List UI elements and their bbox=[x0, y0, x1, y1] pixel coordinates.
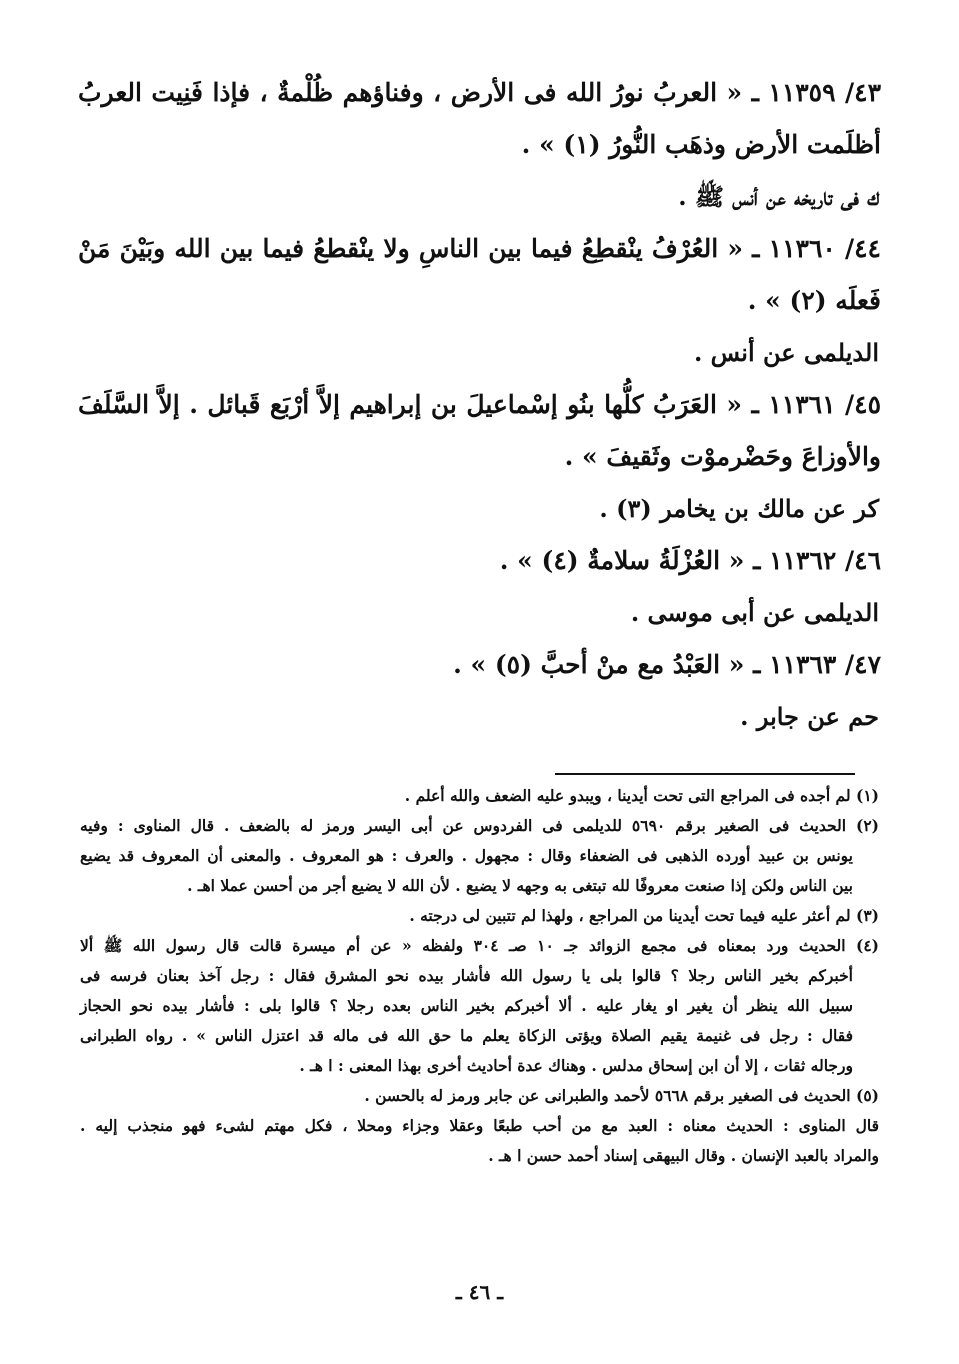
footnote-separator bbox=[555, 773, 855, 775]
entry-44-line-2: فَعلَه (٢) » . bbox=[747, 286, 881, 315]
entry-43-line-2: أظلَمت الأرض وذهَب النُّورُ (١) » . bbox=[521, 130, 881, 159]
footnote-2-line-1: (٢) الحديث فى الصغير برقم ٥٦٩٠ للديلمى فى الفردوس عن أبى اليسر ورمز له بالضعف . قال المناوى : وفيه bbox=[80, 816, 879, 835]
entry-47-line-1: ٤٧/ ١١٣٦٣ ـ « العَبْدُ مع منْ أحبَّ (٥) » . bbox=[453, 650, 881, 679]
entry-45-line-1: ٤٥/ ١١٣٦١ ـ « العَرَبُ كلُّها بنُو إسْماعيلَ بن إبراهيم إلاَّ أرْبَع قَبائل . إلاَّ السَّلَفَ bbox=[78, 390, 881, 419]
footnote-1: (١) لم أجده فى المراجع التى تحت أيدينا ، ويبدو عليه الضعف والله أعلم . bbox=[404, 786, 879, 805]
entry-47-source: حم عن جابر . bbox=[740, 702, 879, 731]
entry-46-source: الديلمى عن أبى موسى . bbox=[630, 598, 879, 627]
entry-44-line-1: ٤٤/ ١١٣٦٠ ـ « العُرْفُ ينْقطِعُ فيما بين الناسِ ولا ينْقطعُ فيما بين الله وبَيْنَ مَنْ bbox=[78, 234, 881, 263]
footnote-5-line-3: والمراد بالعبد الإنسان . وقال البيهقى إسناد أحمد حسن ا هـ . bbox=[488, 1146, 879, 1165]
hadith-entries bbox=[78, 78, 881, 754]
entry-45-source: كر عن مالك بن يخامر (٣) . bbox=[599, 494, 879, 523]
footnote-4-line-3: سبيل الله ينظر أن يغير او يغار عليه . ألا أخبركم بخير الناس بعده رجلا ؟ قالوا بلى : فأشار بيده نحو الحجاز bbox=[80, 996, 853, 1015]
footnote-5-line-1: (٥) الحديث فى الصغير برقم ٥٦٦٨ لأحمد والطبرانى عن جابر ورمز له بالحسن . bbox=[364, 1086, 879, 1105]
entry-44-source: الديلمى عن أنس . bbox=[693, 338, 879, 367]
footnote-5-line-2: قال المناوى : الحديث معناه : العبد مع من أحب طبعًا وعقلا وجزاء ومحلا ، فكل مهتم لشىء فهو منجذب إليه . bbox=[80, 1116, 879, 1135]
footnote-2-line-3: بين الناس ولكن إذا صنعت معروفًا لله تبتغى به وجهه لا يضيع . لأن الله لا يضيع أجر من أحسن عملا اهـ . bbox=[187, 876, 853, 895]
entry-46-line-1: ٤٦/ ١١٣٦٢ ـ « العُزْلَةُ سلامةٌ (٤) » . bbox=[499, 546, 881, 575]
entry-43-line-1: ٤٣/ ١١٣٥٩ ـ « العربُ نورُ الله فى الأرض ، وفناؤهم ظُلْمةٌ ، فإذا فَنِيت العربُ bbox=[78, 78, 881, 107]
footnote-2-line-2: يونس بن عبيد أورده الذهبى فى الضعفاء وقال : مجهول . والعرف : هو المعروف . والمعنى أن المعروف قد يضيع bbox=[80, 846, 853, 865]
footnote-4-line-2: أخبركم بخير الناس رجلا ؟ قالوا بلى يا رسول الله فأشار بيده نحو المشرق فقال : رجل آخذ بعنان فرسه فى bbox=[80, 966, 853, 985]
footnotes bbox=[80, 786, 879, 1176]
footnote-4-line-5: ورجاله ثقات ، إلا أن ابن إسحاق مدلس . وهناك عدة أحاديث أخرى بهذا المعنى : ا هـ . bbox=[299, 1056, 853, 1075]
footnote-3: (٣) لم أعثر عليه فيما تحت أيدينا من المراجع ، ولهذا لم تتبين لى درجته . bbox=[409, 906, 879, 925]
page-number: ـ ٤٦ ـ bbox=[455, 1280, 504, 1304]
entry-43-source: ك فى تاريخه عن أنس ﷺ . bbox=[678, 182, 879, 211]
footnote-4-line-4: فقال : رجل فى غنيمة يقيم الصلاة ويؤتى الزكاة يعلم ما حق الله فى ماله قد اعتزل الناس » . رواه الطبرانى bbox=[80, 1026, 853, 1045]
footnote-4-line-1: (٤) الحديث ورد بمعناه فى مجمع الزوائد جـ ١٠ صـ ٣٠٤ ولفظه « عن أم ميسرة قالت قال رسول الله ﷺ ألا bbox=[80, 936, 879, 955]
entry-45-line-2: والأوزاعَ وحَضْرموْت وثَقيفَ » . bbox=[564, 442, 881, 471]
